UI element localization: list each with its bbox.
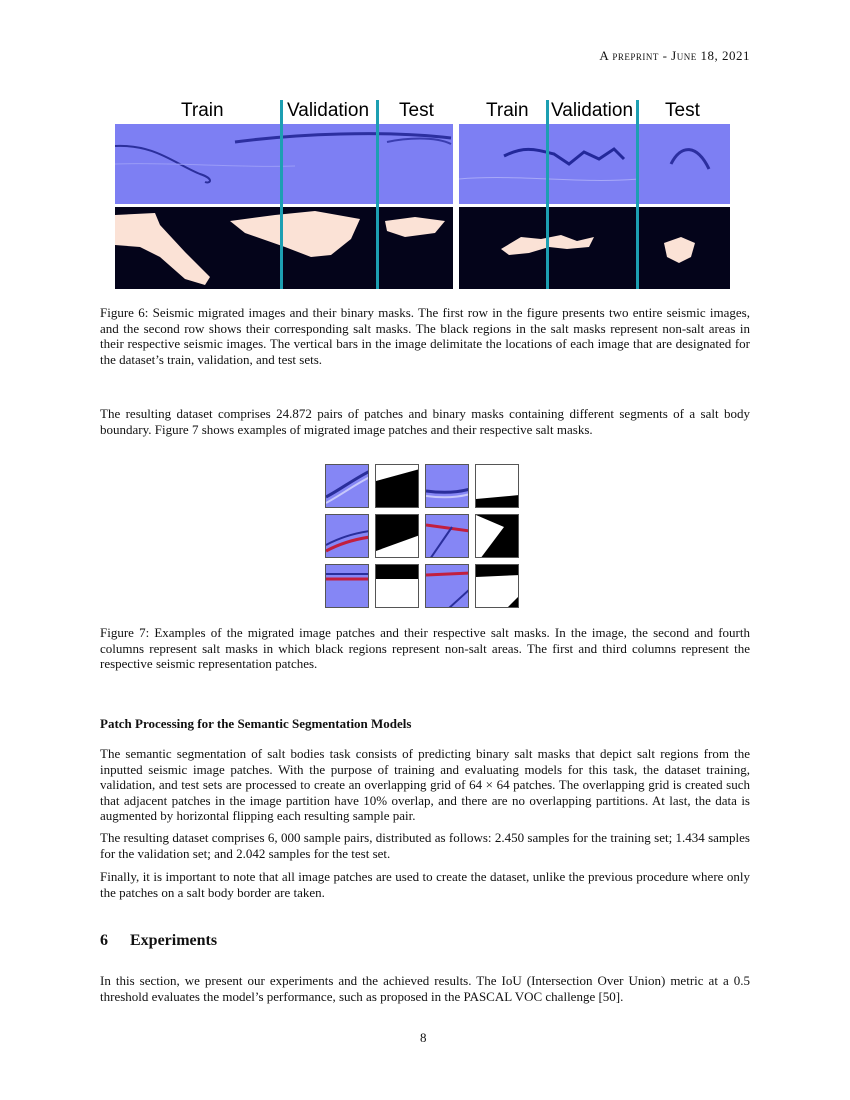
fig7-patch-r3c3 bbox=[425, 564, 469, 608]
fig6-bar-right-2 bbox=[636, 100, 639, 289]
fig6-mask-left bbox=[115, 207, 453, 289]
fig6-mask-right bbox=[459, 207, 730, 289]
running-header: A preprint - June 18, 2021 bbox=[599, 48, 750, 63]
page-number: 8 bbox=[420, 1030, 427, 1045]
fig7-patch-r1c3 bbox=[425, 464, 469, 508]
fig7-mask-r1c4 bbox=[475, 464, 519, 508]
fig6-bar-right-1 bbox=[546, 100, 549, 289]
fig7-mask-r3c2 bbox=[375, 564, 419, 608]
patch-section-p2: The resulting dataset comprises 6, 000 sample pairs, distributed as follows: 2.450 samples for the training set; 1.434 samples for the validation set; and 2.042 samples for the test set. bbox=[100, 830, 750, 861]
fig6-left-validation-label: Validation bbox=[287, 100, 370, 121]
seismic-reflectors-right bbox=[459, 124, 730, 204]
figure-7-grid bbox=[325, 464, 521, 610]
fig6-right-train-label: Train bbox=[486, 100, 529, 121]
fig6-right-test-label: Test bbox=[665, 100, 700, 121]
section-title: Experiments bbox=[130, 932, 218, 949]
fig7-patch-r2c3 bbox=[425, 514, 469, 558]
fig7-patch-r2c1 bbox=[325, 514, 369, 558]
fig6-left-train-label: Train bbox=[181, 100, 224, 121]
patch-section-p3: Finally, it is important to note that all image patches are used to create the dataset, unlike the previous procedure where only the patches on a salt body border are taken. bbox=[100, 869, 750, 900]
fig6-left-test-label: Test bbox=[399, 100, 434, 121]
fig6-right-validation-label: Validation bbox=[551, 100, 634, 121]
fig6-bar-left-2 bbox=[376, 100, 379, 289]
experiments-p1: In this section, we present our experiments and the achieved results. The IoU (Intersection Over Union) metric at a 0.5 threshold evaluates the model’s performance, such as proposed in the PASCAL VOC challenge [50]. bbox=[100, 973, 750, 1004]
salt-mask-shapes-left bbox=[115, 207, 453, 289]
fig6-seismic-left bbox=[115, 124, 453, 204]
salt-mask-shapes-right bbox=[459, 207, 730, 289]
fig6-bar-left-1 bbox=[280, 100, 283, 289]
patch-section-title: Patch Processing for the Semantic Segmentation Models bbox=[100, 716, 412, 731]
fig7-mask-r1c2 bbox=[375, 464, 419, 508]
section-number: 6 bbox=[100, 932, 108, 949]
fig7-mask-r3c4 bbox=[475, 564, 519, 608]
experiments-heading bbox=[100, 932, 217, 950]
fig7-mask-r2c4 bbox=[475, 514, 519, 558]
patch-section-p1: The semantic segmentation of salt bodies task consists of predicting binary salt masks that depict salt regions from the inputted seismic image patches. With the purpose of training and evaluating models for this task, the dataset training, validation, and test sets are processed to create an overlapping grid of 64 × 64 patches. The overlapping grid is created such that adjacent patches in the image partition have 10% overlap, and there are no overlapping partitions. At last, the data is augmented by horizontal flipping each resulting sample pair. bbox=[100, 746, 750, 824]
fig7-patch-r3c1 bbox=[325, 564, 369, 608]
fig6-seismic-right bbox=[459, 124, 730, 204]
fig7-patch-r1c1 bbox=[325, 464, 369, 508]
fig7-mask-r2c2 bbox=[375, 514, 419, 558]
seismic-reflectors-left bbox=[115, 124, 453, 204]
figure-7-caption: Figure 7: Examples of the migrated image patches and their respective salt masks. In the image, the second and fourth columns represent salt masks in which black regions represent non-salt areas. The first and third columns represent the respective seismic representation patches. bbox=[100, 625, 750, 672]
dataset-paragraph: The resulting dataset comprises 24.872 pairs of patches and binary masks containing different segments of a salt body boundary. Figure 7 shows examples of migrated image patches and their respective salt masks. bbox=[100, 406, 750, 437]
figure-6-caption: Figure 6: Seismic migrated images and their binary masks. The first row in the figure presents two entire seismic images, and the second row shows their corresponding salt masks. The black regions in the salt masks represent non-salt areas in their respective seismic images. The vertical bars in the image delimitate the locations of each image that are designated for the dataset’s train, validation, and test sets. bbox=[100, 305, 750, 367]
